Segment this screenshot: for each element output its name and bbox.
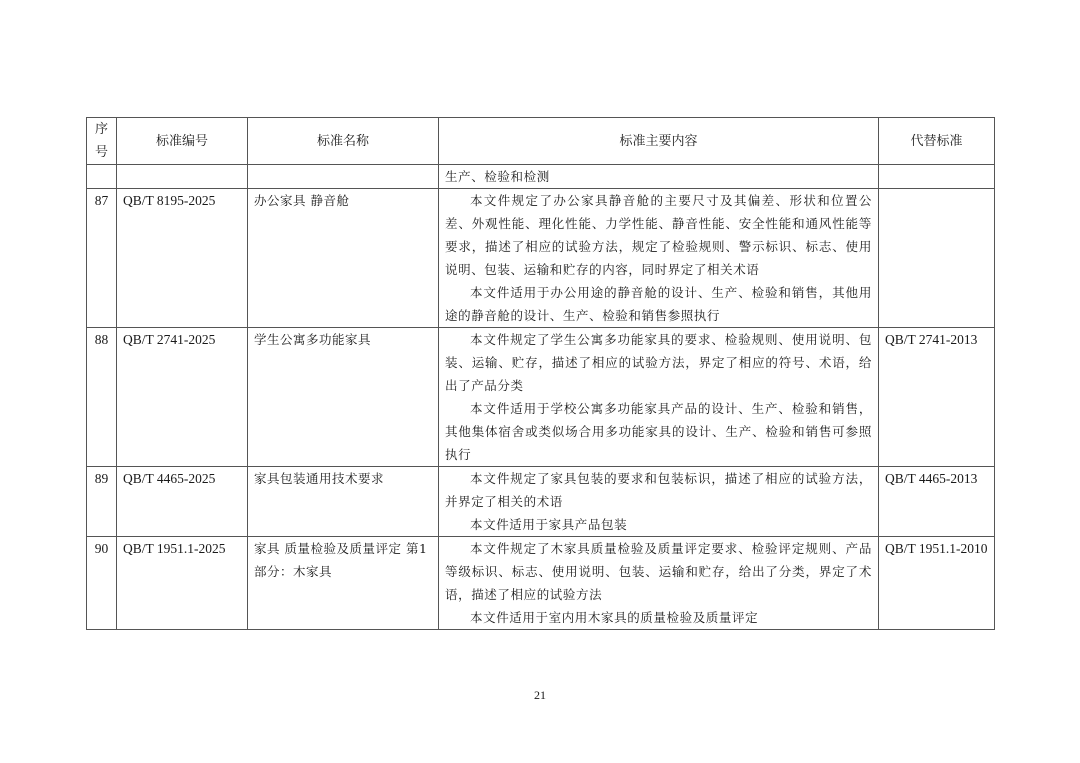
table-row [87,467,995,537]
table-row [87,328,995,467]
cell-replaces: QB/T 2741-2013 [879,328,995,467]
cell-content [439,328,879,467]
cell-no: 89 [87,467,117,537]
table-header-row [87,118,995,165]
content-paragraph: 本文件适用于学校公寓多功能家具产品的设计、生产、检验和销售，其他集体宿舍或类似场合用多功能家具的设计、生产、检验和销售可参照执行 [445,401,872,462]
content-paragraph: 本文件规定了木家具质量检验及质量评定要求、检验评定规则、产品等级标识、标志、使用说明、包装、运输和贮存，给出了分类，界定了术语，描述了相应的试验方法 [445,541,872,602]
table-row [87,537,995,630]
header-no: 序号 [87,118,117,165]
page-number: 21 [534,688,546,702]
cell-name: 办公家具 静音舱 [248,189,439,328]
cell-name: 家具 质量检验及质量评定 第1部分：木家具 [248,537,439,630]
header-replaces: 代替标准 [879,118,995,165]
cell-content [439,467,879,537]
cell-name: 学生公寓多功能家具 [248,328,439,467]
cell-code: QB/T 8195-2025 [117,189,248,328]
cell-replaces [879,189,995,328]
cell-no [87,165,117,189]
content-paragraph: 本文件适用于办公用途的静音舱的设计、生产、检验和销售，其他用途的静音舱的设计、生产、检验和销售参照执行 [445,285,872,323]
cell-content [439,189,879,328]
standards-table [86,117,995,630]
header-code: 标准编号 [117,118,248,165]
cell-name [248,165,439,189]
table-row-continuation [87,165,995,189]
cell-replaces: QB/T 1951.1-2010 [879,537,995,630]
content-paragraph: 本文件规定了家具包装的要求和包装标识，描述了相应的试验方法，并界定了相关的术语 [445,471,872,509]
cell-content [439,165,879,189]
content-paragraph: 本文件规定了办公家具静音舱的主要尺寸及其偏差、形状和位置公差、外观性能、理化性能、力学性能、静音性能、安全性能和通风性能等要求，描述了相应的试验方法，规定了检验规则、警示标识、标志、使用说明、包装、运输和贮存的内容，同时界定了相关术语 [445,193,872,277]
table-row [87,189,995,328]
content-paragraph: 本文件适用于室内用木家具的质量检验及质量评定 [470,610,759,625]
header-name: 标准名称 [248,118,439,165]
cell-code [117,165,248,189]
content-paragraph: 生产、检验和检测 [445,169,550,184]
cell-code: QB/T 1951.1-2025 [117,537,248,630]
content-paragraph: 本文件适用于家具产品包装 [470,517,628,532]
cell-replaces [879,165,995,189]
cell-no: 87 [87,189,117,328]
content-paragraph: 本文件规定了学生公寓多功能家具的要求、检验规则、使用说明、包装、运输、贮存，描述了相应的试验方法，界定了相应的符号、术语，给出了产品分类 [445,332,872,393]
header-content: 标准主要内容 [439,118,879,165]
cell-no: 88 [87,328,117,467]
cell-code: QB/T 2741-2025 [117,328,248,467]
cell-replaces: QB/T 4465-2013 [879,467,995,537]
cell-code: QB/T 4465-2025 [117,467,248,537]
cell-no: 90 [87,537,117,630]
cell-name: 家具包装通用技术要求 [248,467,439,537]
cell-content [439,537,879,630]
